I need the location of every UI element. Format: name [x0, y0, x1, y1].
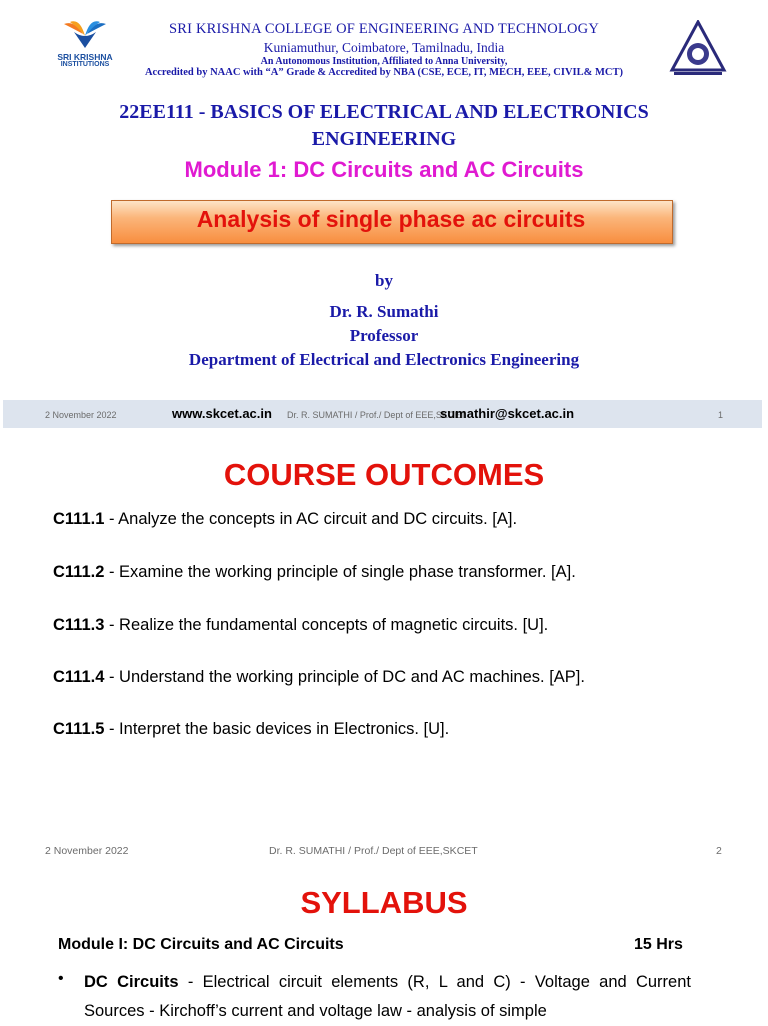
college-address: Kuniamuthur, Coimbatore, Tamilnadu, India — [263, 40, 505, 55]
syllabus-item — [84, 968, 691, 1026]
footer-author: Dr. R. SUMATHI / Prof./ Dept of EEE,SKCET — [269, 845, 478, 857]
outcome-code: C111.4 — [53, 668, 105, 686]
outcome-code: C111.1 — [53, 510, 105, 528]
footer-author: Dr. R. SUMATHI / Prof./ Dept of EEE,SKCET — [287, 410, 466, 420]
outcome-text: - Examine the working principle of single phase transformer. [A]. — [104, 563, 576, 581]
syllabus-heading: SYLLABUS — [300, 885, 468, 920]
logo-subtext: INSTITUTIONS — [60, 61, 110, 68]
by-label: by — [375, 271, 393, 290]
outcome-code: C111.5 — [53, 720, 105, 738]
outcome-text: - Understand the working principle of DC and AC machines. [AP]. — [104, 668, 585, 686]
author-department: Department of Electrical and Electronics Engineering — [188, 350, 580, 369]
college-accreditation: Accredited by NAAC with “A” Grade & Accredited by NBA (CSE, ECE, IT, MECH, EEE, CIVIL& MCT) — [144, 67, 624, 78]
outcome-item — [53, 510, 517, 529]
page-number: 2 — [716, 845, 722, 857]
footer-date: 2 November 2022 — [45, 845, 129, 857]
outcome-item — [53, 668, 585, 687]
bullet-marker: • — [58, 970, 64, 987]
college-autonomy: An Autonomous Institution, Affiliated to Anna University, — [260, 56, 508, 67]
college-name: SRI KRISHNA COLLEGE OF ENGINEERING AND TECHNOLOGY — [168, 21, 600, 37]
logo-text: SRI KRISHNA — [57, 52, 113, 62]
outcome-text: - Interpret the basic devices in Electronics. [U]. — [104, 720, 450, 738]
outcome-text: - Analyze the concepts in AC circuit and DC circuits. [A]. — [104, 510, 518, 528]
topic-title: Analysis of single phase ac circuits — [196, 206, 586, 232]
author-name: Dr. R. Sumathi — [329, 302, 439, 321]
outcome-item — [53, 720, 449, 739]
syllabus-item-title: DC Circuits — [84, 973, 179, 991]
outcome-text: - Realize the fundamental concepts of magnetic circuits. [U]. — [104, 616, 549, 634]
course-title: 22EE111 - BASICS OF ELECTRICAL AND ELECTRONICS ENGINEERING — [119, 101, 649, 150]
module-hours: 15 Hrs — [634, 936, 683, 953]
course-outcomes-heading: COURSE OUTCOMES — [223, 457, 545, 492]
outcome-code: C111.2 — [53, 563, 105, 581]
outcome-code: C111.3 — [53, 616, 105, 634]
page-number: 1 — [718, 410, 724, 420]
website-link[interactable]: www.skcet.ac.in — [172, 406, 272, 421]
footer-date: 2 November 2022 — [45, 410, 117, 420]
outcome-item — [53, 616, 548, 635]
email-link[interactable]: sumathir@skcet.ac.in — [440, 406, 575, 421]
module-title: Module 1: DC Circuits and AC Circuits — [184, 157, 584, 182]
syllabus-item-text: - Electrical circuit elements (R, L and C) - Voltage and Current Sources - Kirchoff’s current and voltage law - analysis of simple — [84, 973, 691, 1020]
author-role: Professor — [349, 326, 419, 345]
module-heading: Module I: DC Circuits and AC Circuits — [58, 936, 344, 953]
outcome-item — [53, 563, 576, 582]
